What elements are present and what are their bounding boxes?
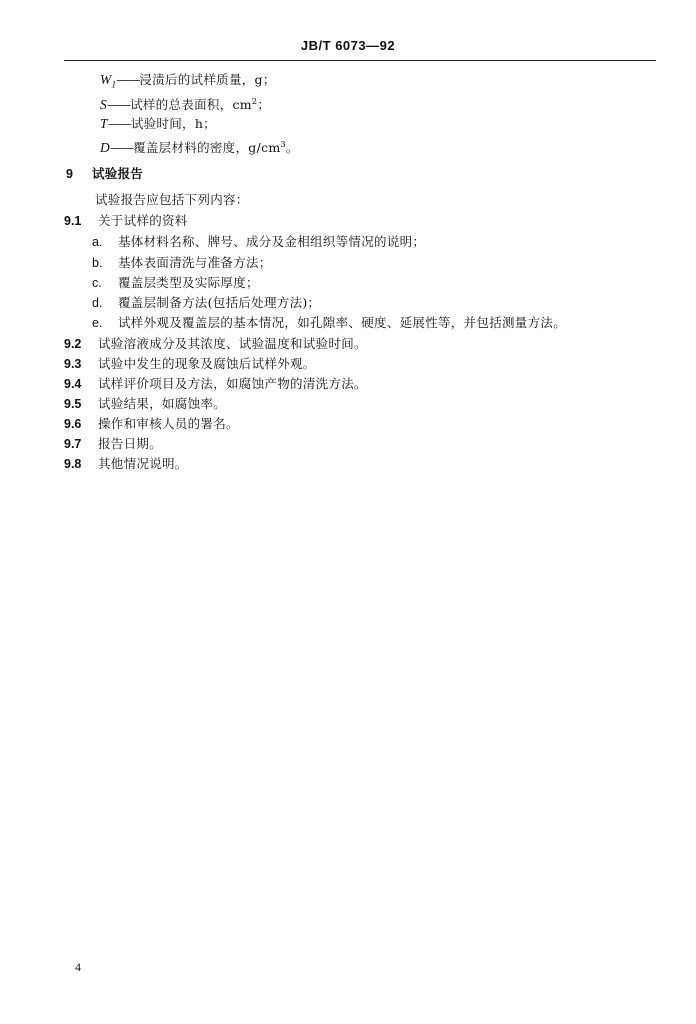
symbol-s: S bbox=[100, 97, 108, 113]
item-number: 9.3 bbox=[64, 357, 82, 371]
definition-s: S——试样的总表面积，$cm^2$； bbox=[100, 97, 271, 113]
subitem-letter: b. bbox=[92, 256, 103, 270]
item-text: 操作和审核人员的署名。 bbox=[98, 416, 239, 431]
subitem-text: 试样外观及覆盖层的基本情况，如孔隙率、硬度、延展性等，并包括测量方法。 bbox=[118, 315, 567, 330]
section-number: 9 bbox=[66, 167, 73, 181]
item-text: 试样评价项目及方法，如腐蚀产物的清洗方法。 bbox=[98, 376, 367, 391]
item-text: 其他情况说明。 bbox=[98, 456, 188, 471]
item-text: 试验溶液成分及其浓度、试验温度和试验时间。 bbox=[98, 336, 367, 351]
item-text: 试验中发生的现象及腐蚀后试样外观。 bbox=[98, 356, 316, 371]
subitem-letter: a. bbox=[92, 235, 103, 249]
subitem-text: 覆盖层类型及实际厚度； bbox=[118, 275, 259, 290]
symbol-t: T bbox=[100, 116, 108, 131]
definition-d: D——覆盖层材料的密度，$g/cm^3$。 bbox=[100, 140, 299, 156]
item-number: 9.8 bbox=[64, 457, 82, 471]
page-number: 4 bbox=[75, 960, 81, 974]
item-text: 关于试样的资料 bbox=[98, 213, 188, 228]
subitem-text: 覆盖层制备方法(包括后处理方法)； bbox=[118, 295, 321, 310]
item-number: 9.2 bbox=[64, 337, 82, 351]
item-number: 9.7 bbox=[64, 437, 82, 451]
definition-t: T——试验时间，h； bbox=[100, 116, 216, 131]
item-number: 9.5 bbox=[64, 397, 82, 411]
item-text: 试验结果，如腐蚀率。 bbox=[98, 396, 227, 411]
subitem-text: 基体材料名称、牌号、成分及金相组织等情况的说明； bbox=[118, 234, 426, 249]
section-intro: 试验报告应包括下列内容： bbox=[95, 192, 249, 207]
symbol-d: D bbox=[100, 140, 111, 156]
subitem-letter: e. bbox=[92, 316, 103, 330]
header-rule bbox=[64, 60, 656, 61]
subitem-text: 基体表面清洗与准备方法； bbox=[118, 255, 272, 270]
document-code-header: JB/T 6073—92 bbox=[300, 38, 396, 53]
definition-w1: $W_1——$浸渍后的试样质量，g； bbox=[100, 72, 276, 90]
item-number: 9.1 bbox=[64, 214, 82, 228]
section-title: 试验报告 bbox=[92, 166, 144, 181]
item-text: 报告日期。 bbox=[98, 436, 163, 451]
symbol-w: $W_1$ bbox=[100, 72, 117, 90]
subitem-letter: d. bbox=[92, 296, 103, 310]
item-number: 9.4 bbox=[64, 377, 82, 391]
subitem-letter: c. bbox=[92, 276, 102, 290]
item-number: 9.6 bbox=[64, 417, 82, 431]
